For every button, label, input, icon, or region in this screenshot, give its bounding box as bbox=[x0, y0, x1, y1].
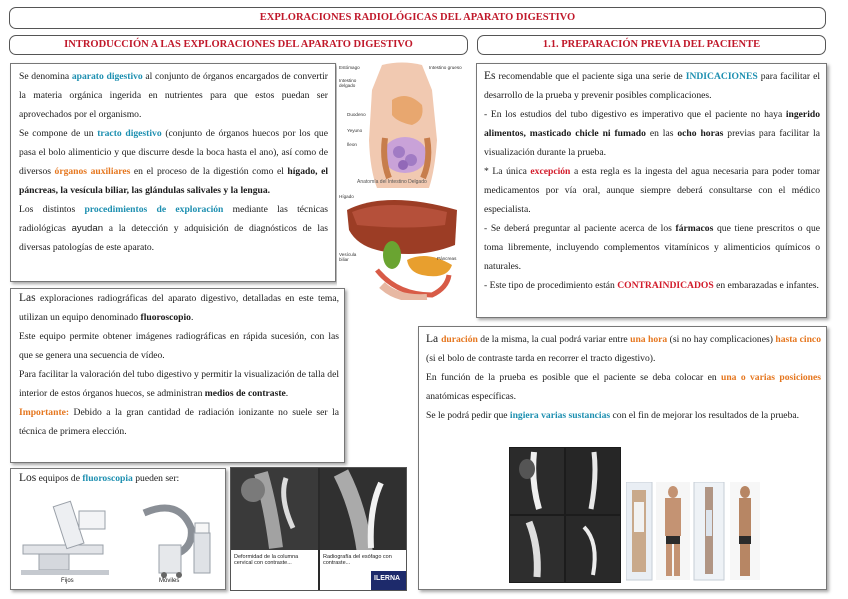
duration-box bbox=[418, 326, 827, 590]
ilerna-logo: ILERNA bbox=[374, 575, 401, 582]
label-fixed-equipment: Fijos bbox=[61, 578, 74, 584]
prep-paragraph-4: - Se deberá preguntar al paciente acerca de los fármacos que tiene prescritos o que toma libremente, incluyendo complementos vitamínicos y alimenticios químicos o naturales. bbox=[484, 223, 820, 272]
duration-paragraph-1: La duración de la misma, la cual podrá variar entre una hora (si no hay complicaciones) hasta cinco (si el bolo de contraste tarda en recorrer el tracto digestivo). bbox=[426, 333, 821, 364]
label-vesicula: Vesícula biliar bbox=[339, 252, 357, 262]
duration-paragraph-2: En función de la prueba es posible que el paciente se deba colocar en una o varias posiciones anatómicas específicas. bbox=[426, 372, 821, 402]
fluoro-paragraph-3: Para facilitar la valoración del tubo digestivo y permitir la visualización de talla del interior de estos órganos huecos, se administran medios de contraste. bbox=[19, 369, 339, 399]
xray-images bbox=[230, 467, 407, 591]
preparation-box bbox=[476, 63, 827, 318]
fluoroscopy-box bbox=[10, 288, 345, 463]
xray-caption-left: Deformidad de la columna cervical con contraste... bbox=[234, 554, 299, 566]
label-intestino-grueso: Intestino grueso bbox=[429, 65, 462, 70]
fluoro-paragraph-2: Este equipo permite obtener imágenes radiográficas en rápida sucesión, con las que se genera una secuencia de vídeo. bbox=[19, 331, 339, 361]
label-intestino-delgado: Intestino delgado bbox=[339, 78, 357, 88]
right-section-header: 1.1. PREPARACIÓN PREVIA DEL PACIENTE bbox=[477, 35, 826, 55]
page-title: EXPLORACIONES RADIOLÓGICAS DEL APARATO DIGESTIVO bbox=[9, 7, 826, 29]
label-duodeno: Duodeno bbox=[347, 112, 366, 117]
label-estomago: Estómago bbox=[339, 65, 360, 70]
fluoro-paragraph-1: Las exploraciones radiográficas del aparato digestivo, detalladas en este tema, utilizan un equipo denominado fluoroscopio. bbox=[19, 292, 339, 323]
anatomy-illustration bbox=[337, 60, 467, 300]
patient-positions-image bbox=[626, 482, 826, 582]
duration-paragraph-3: Se le podrá pedir que ingiera varias sustancias con el fin de mejorar los resultados de la prueba. bbox=[426, 410, 800, 421]
prep-paragraph-2: - En los estudios del tubo digestivo es imperativo que el paciente no haya ingerido alimentos, masticado chicle ni fumado en las ocho horas previas para facilitar la visualización durante la prueba. bbox=[484, 109, 820, 158]
label-higado: Hígado bbox=[339, 194, 354, 199]
fluoroscopy-equipment-image bbox=[19, 493, 217, 585]
prep-paragraph-5: - Este tipo de procedimiento están CONTRAINDICADOS en embarazadas e infantes. bbox=[484, 280, 819, 291]
prep-paragraph-3: * La única excepción a esta regla es la ingesta del agua necesaria para poder tomar medicamentos por vía oral, aunque siempre deberá consultarse con el médico especialista. bbox=[484, 166, 820, 215]
label-pancreas: Páncreas bbox=[437, 256, 457, 261]
contrast-xray-image bbox=[509, 447, 621, 583]
label-mobile-equipment: Móviles bbox=[159, 578, 180, 584]
intro-box bbox=[10, 63, 336, 282]
cervical-xray-image bbox=[231, 468, 407, 591]
label-ileon: Íleon bbox=[347, 142, 357, 147]
intro-paragraph-3: Los distintos procedimientos de exploración mediante las técnicas radiológicas ayudan a la detección y adquisición de diagnósticos de las diversas patologías de este aparato. bbox=[19, 204, 329, 253]
anatomy-caption: Anatomía del Intestino Delgado bbox=[357, 179, 427, 185]
equipment-intro: Los equipos de fluoroscopia pueden ser: bbox=[19, 472, 180, 484]
intro-paragraph-2: Se compone de un tracto digestivo (conjunto de órganos huecos por los que pasa el bolo alimenticio y que discurre desde la boca hasta el ano), así como de diversos órganos auxiliares en el proceso de la digestión como el hígado, el páncreas, la vesícula biliar, las glándulas salivales y la lengua. bbox=[19, 128, 329, 196]
prep-paragraph-1: Es recomendable que el paciente siga una serie de INDICACIONES para facilitar el desarrollo de la prueba y prevenir posibles complicaciones. bbox=[484, 70, 821, 101]
label-yeyuno: Yeyuno bbox=[347, 128, 363, 133]
left-section-header: INTRODUCCIÓN A LAS EXPLORACIONES DEL APARATO DIGESTIVO bbox=[9, 35, 468, 55]
fluoro-paragraph-4: Importante: Debido a la gran cantidad de radiación ionizante no suele ser la técnica de primera elección. bbox=[19, 407, 339, 437]
xray-caption-right: Radiografía del esófago con contraste... bbox=[323, 554, 392, 566]
equipment-box bbox=[10, 468, 226, 590]
intro-paragraph-1: Se denomina aparato digestivo al conjunto de órganos encargados de convertir la materia orgánica ingerida en nutrientes para que estos puedan ser aprovechados por el organismo. bbox=[19, 71, 328, 120]
